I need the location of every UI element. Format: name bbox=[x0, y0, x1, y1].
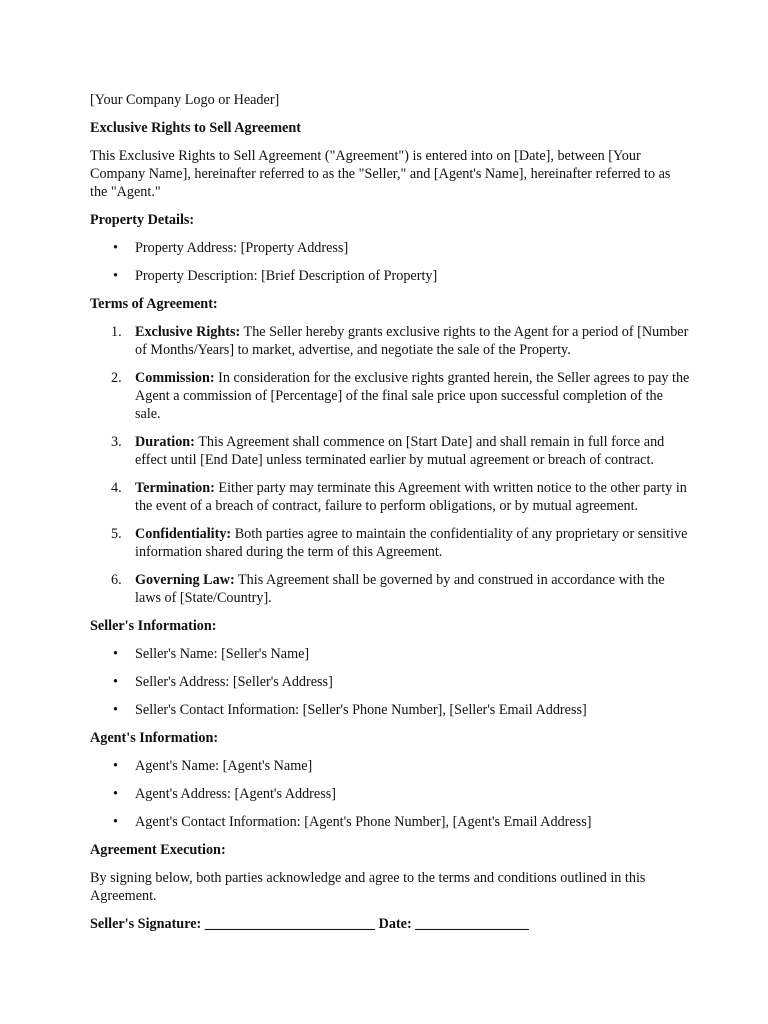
document-title: Exclusive Rights to Sell Agreement bbox=[90, 120, 301, 136]
list-number: 1. bbox=[111, 324, 122, 340]
list-item bbox=[90, 239, 690, 257]
list-item bbox=[90, 479, 690, 515]
terms-list bbox=[90, 323, 690, 607]
bullet-icon: • bbox=[113, 240, 118, 256]
list-number: 3. bbox=[111, 434, 122, 450]
list-item bbox=[90, 571, 690, 607]
term-label: Governing Law: bbox=[135, 572, 235, 588]
list-item bbox=[90, 785, 690, 803]
term-label: Commission: bbox=[135, 370, 215, 386]
list-item bbox=[90, 369, 690, 423]
term-label: Duration: bbox=[135, 434, 195, 450]
list-item-text: Property Description: [Brief Description of Property] bbox=[135, 268, 438, 284]
seller-signature-line: Seller's Signature: ________________________ Date: ________________ bbox=[90, 916, 529, 932]
list-item bbox=[90, 525, 690, 561]
execution-paragraph: By signing below, both parties acknowledge and agree to the terms and conditions outlined in this Agreement. bbox=[90, 870, 646, 904]
execution-heading: Agreement Execution: bbox=[90, 842, 226, 858]
list-item-text: Agent's Address: [Agent's Address] bbox=[135, 786, 336, 802]
bullet-icon: • bbox=[113, 702, 118, 718]
seller-info-heading: Seller's Information: bbox=[90, 618, 217, 634]
list-item-text: Seller's Address: [Seller's Address] bbox=[135, 674, 333, 690]
intro-paragraph: This Exclusive Rights to Sell Agreement ("Agreement") is entered into on [Date], between [Your Company Name], hereinafter referred to as the "Seller," and [Agent's Name], hereinafter referred to as the "Agent." bbox=[90, 148, 671, 200]
term-text: This Agreement shall be governed by and construed in accordance with the laws of [State/Country]. bbox=[135, 572, 665, 606]
list-item bbox=[90, 757, 690, 775]
list-item bbox=[90, 645, 690, 663]
term-text: Either party may terminate this Agreement with written notice to the other party in the event of a breach of contract, failure to perform obligations, or by mutual agreement. bbox=[135, 480, 687, 514]
agent-info-list bbox=[90, 757, 690, 831]
property-details-list bbox=[90, 239, 690, 285]
list-number: 2. bbox=[111, 370, 122, 386]
list-item-text: Property Address: [Property Address] bbox=[135, 240, 349, 256]
list-item-text: Agent's Name: [Agent's Name] bbox=[135, 758, 313, 774]
term-label: Confidentiality: bbox=[135, 526, 232, 542]
term-text: In consideration for the exclusive rights granted herein, the Seller agrees to pay the Agent a commission of [Percentage] of the final sale price upon successful completion of the sale. bbox=[135, 370, 690, 422]
bullet-icon: • bbox=[113, 674, 118, 690]
list-item-text: Seller's Contact Information: [Seller's Phone Number], [Seller's Email Address] bbox=[135, 702, 587, 718]
list-number: 4. bbox=[111, 480, 122, 496]
list-item-text: Seller's Name: [Seller's Name] bbox=[135, 646, 310, 662]
list-number: 5. bbox=[111, 526, 122, 542]
list-item bbox=[90, 813, 690, 831]
document-body bbox=[90, 91, 690, 943]
term-label: Termination: bbox=[135, 480, 215, 496]
bullet-icon: • bbox=[113, 758, 118, 774]
property-details-heading: Property Details: bbox=[90, 212, 195, 228]
term-text: Both parties agree to maintain the confidentiality of any proprietary or sensitive information shared during the term of this Agreement. bbox=[135, 526, 688, 560]
term-label: Exclusive Rights: bbox=[135, 324, 241, 340]
bullet-icon: • bbox=[113, 814, 118, 830]
list-item bbox=[90, 267, 690, 285]
bullet-icon: • bbox=[113, 786, 118, 802]
agent-info-heading: Agent's Information: bbox=[90, 730, 219, 746]
list-item-text: Agent's Contact Information: [Agent's Phone Number], [Agent's Email Address] bbox=[135, 814, 592, 830]
header-placeholder: [Your Company Logo or Header] bbox=[90, 92, 280, 108]
list-item bbox=[90, 323, 690, 359]
list-item bbox=[90, 673, 690, 691]
list-number: 6. bbox=[111, 572, 122, 588]
term-text: This Agreement shall commence on [Start Date] and shall remain in full force and effect until [End Date] unless terminated earlier by mutual agreement or breach of contract. bbox=[135, 434, 665, 468]
bullet-icon: • bbox=[113, 268, 118, 284]
term-text: The Seller hereby grants exclusive rights to the Agent for a period of [Number of Months/Years] to market, advertise, and negotiate the sale of the Property. bbox=[135, 324, 689, 358]
terms-heading: Terms of Agreement: bbox=[90, 296, 218, 312]
bullet-icon: • bbox=[113, 646, 118, 662]
list-item bbox=[90, 433, 690, 469]
list-item bbox=[90, 701, 690, 719]
seller-info-list bbox=[90, 645, 690, 719]
